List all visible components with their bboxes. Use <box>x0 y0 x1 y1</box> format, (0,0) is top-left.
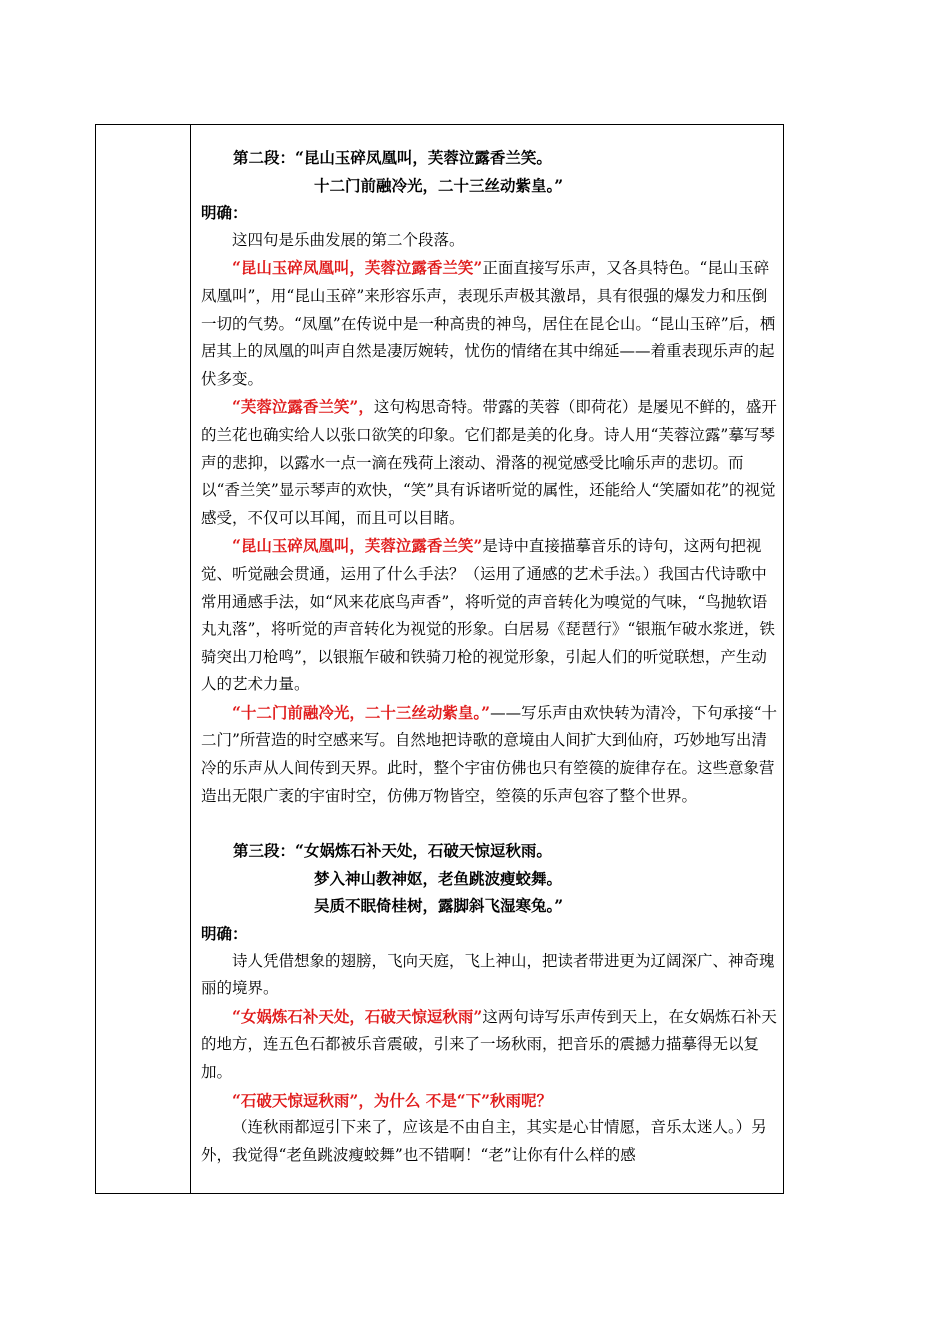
section2-paragraph-5 <box>201 699 779 810</box>
section3-text-2: 这两句诗写乐声传到天上，在女娲炼石补天的地方，连五色石都被乐音震破，引来了一场秋雨，把音乐的震撼力描摹得无以复加。 <box>201 1007 777 1081</box>
section2-text-4: 是诗中直接描摹音乐的诗句，这两句把视觉、听觉融会贯通，运用了什么手法？（运用了通感的艺术手法。）我国古代诗歌中常用通感手法，如“风来花底鸟声香”，将听觉的声音转化为嗅觉的气味，“鸟抛软语丸丸落”，将听觉的声音转化为视觉的形象。白居易《琵琶行》“银瓶乍破水浆迸，铁骑突出刀枪鸣”，以银瓶乍破和铁骑刀枪的视觉形象，引起人们的听觉联想，产生动人的艺术力量。 <box>201 537 775 694</box>
section3-heading: 第三段：“女娲炼石补天处，石破天惊逗秋雨。 <box>233 841 552 861</box>
section2-quote-4: “十二门前融冷光，二十三丝动紫皇。” <box>232 702 491 722</box>
section-spacer <box>201 810 779 837</box>
section2-paragraph-4 <box>201 532 779 699</box>
section3-clarify-label: 明确： <box>201 924 248 944</box>
section3-verse-line-2: 梦入神山教神妪，老鱼跳波瘦蛟舞。 <box>314 868 563 888</box>
section2-paragraph-3 <box>201 393 779 532</box>
section2-verse-line: 十二门前融冷光，二十三丝动紫皇。” <box>314 175 564 195</box>
section3-verse-line-3: 吴质不眠倚桂树，露脚斜飞湿寒兔。” <box>314 896 564 916</box>
section2-text-3: 这句构思奇特。带露的芙蓉（即荷花）是屡见不鲜的，盛开的兰花也确实给人以张口欲笑的印象。它们都是美的化身。诗人用“芙蓉泣露”摹写琴声的悲抑，以露水一点一滴在残荷上滚动、滑落的视觉感受比喻乐声的悲切。而以“香兰笑”显示琴声的欢快，“笑”具有诉诸听觉的属性，还能给人“笑靥如花”的视觉感受，不仅可以耳闻，而且可以目睹。 <box>201 398 777 527</box>
table-content-cell <box>201 144 779 1169</box>
section2-text-2: 正面直接写乐声，又各具特色。“昆山玉碎凤凰叫”，用“昆山玉碎”来形容乐声，表现乐声极其激昂，具有很强的爆发力和压倒一切的气势。“凤凰”在传说中是一种高贵的神鸟，居住在昆仑山。“昆山玉碎”后，栖居其上的凤凰的叫声自然是凄厉婉转，忧伤的情绪在其中绵延——着重表现乐声的起伏多变。 <box>201 259 776 388</box>
section2-clarify-label: 明确： <box>201 203 248 223</box>
section2-quote-3: “昆山玉碎凤凰叫，芙蓉泣露香兰笑” <box>232 536 483 556</box>
document-table <box>95 124 784 1194</box>
section2-text-5: ——写乐声由欢快转为清冷，下句承接“十二门”所营造的时空感来写。自然地把诗歌的意境由人间扩大到仙府，巧妙地写出清冷的乐声从人间传到天界。此时，整个宇宙仿佛也只有箜篌的旋律存在。这些意象营造出无限广袤的宇宙时空，仿佛万物皆空，箜篌的乐声包容了整个世界。 <box>201 703 778 805</box>
section3-quote-1: “女娲炼石补天处，石破天惊逗秋雨” <box>232 1006 483 1026</box>
section3-question: “石破天惊逗秋雨”，为什么 不是“下”秋雨呢？ <box>232 1090 553 1110</box>
section2-paragraph-2 <box>201 254 779 393</box>
section2-heading: 第二段：“昆山玉碎凤凰叫，芙蓉泣露香兰笑。 <box>233 148 552 167</box>
section3-paragraph-1: 诗人凭借想象的翅膀，飞向天庭，飞上神山，把读者带进更为辽阔深广、神奇瑰丽的境界。 <box>201 951 775 998</box>
section2-quote-2: “芙蓉泣露香兰笑”， <box>232 397 374 417</box>
section3-paragraph-2 <box>201 1003 779 1087</box>
section2-quote-1: “昆山玉碎凤凰叫，芙蓉泣露香兰笑” <box>232 258 483 278</box>
section3-paragraph-4: （连秋雨都逗引下来了，应该是不由自主，其实是心甘情愿，音乐太迷人。）另外，我觉得“老鱼跳波瘦蛟舞”也不错啊！“老”让你有什么样的感 <box>201 1118 767 1164</box>
table-column-divider <box>190 125 191 1193</box>
section2-paragraph-1: 这四句是乐曲发展的第二个段落。 <box>232 230 465 249</box>
